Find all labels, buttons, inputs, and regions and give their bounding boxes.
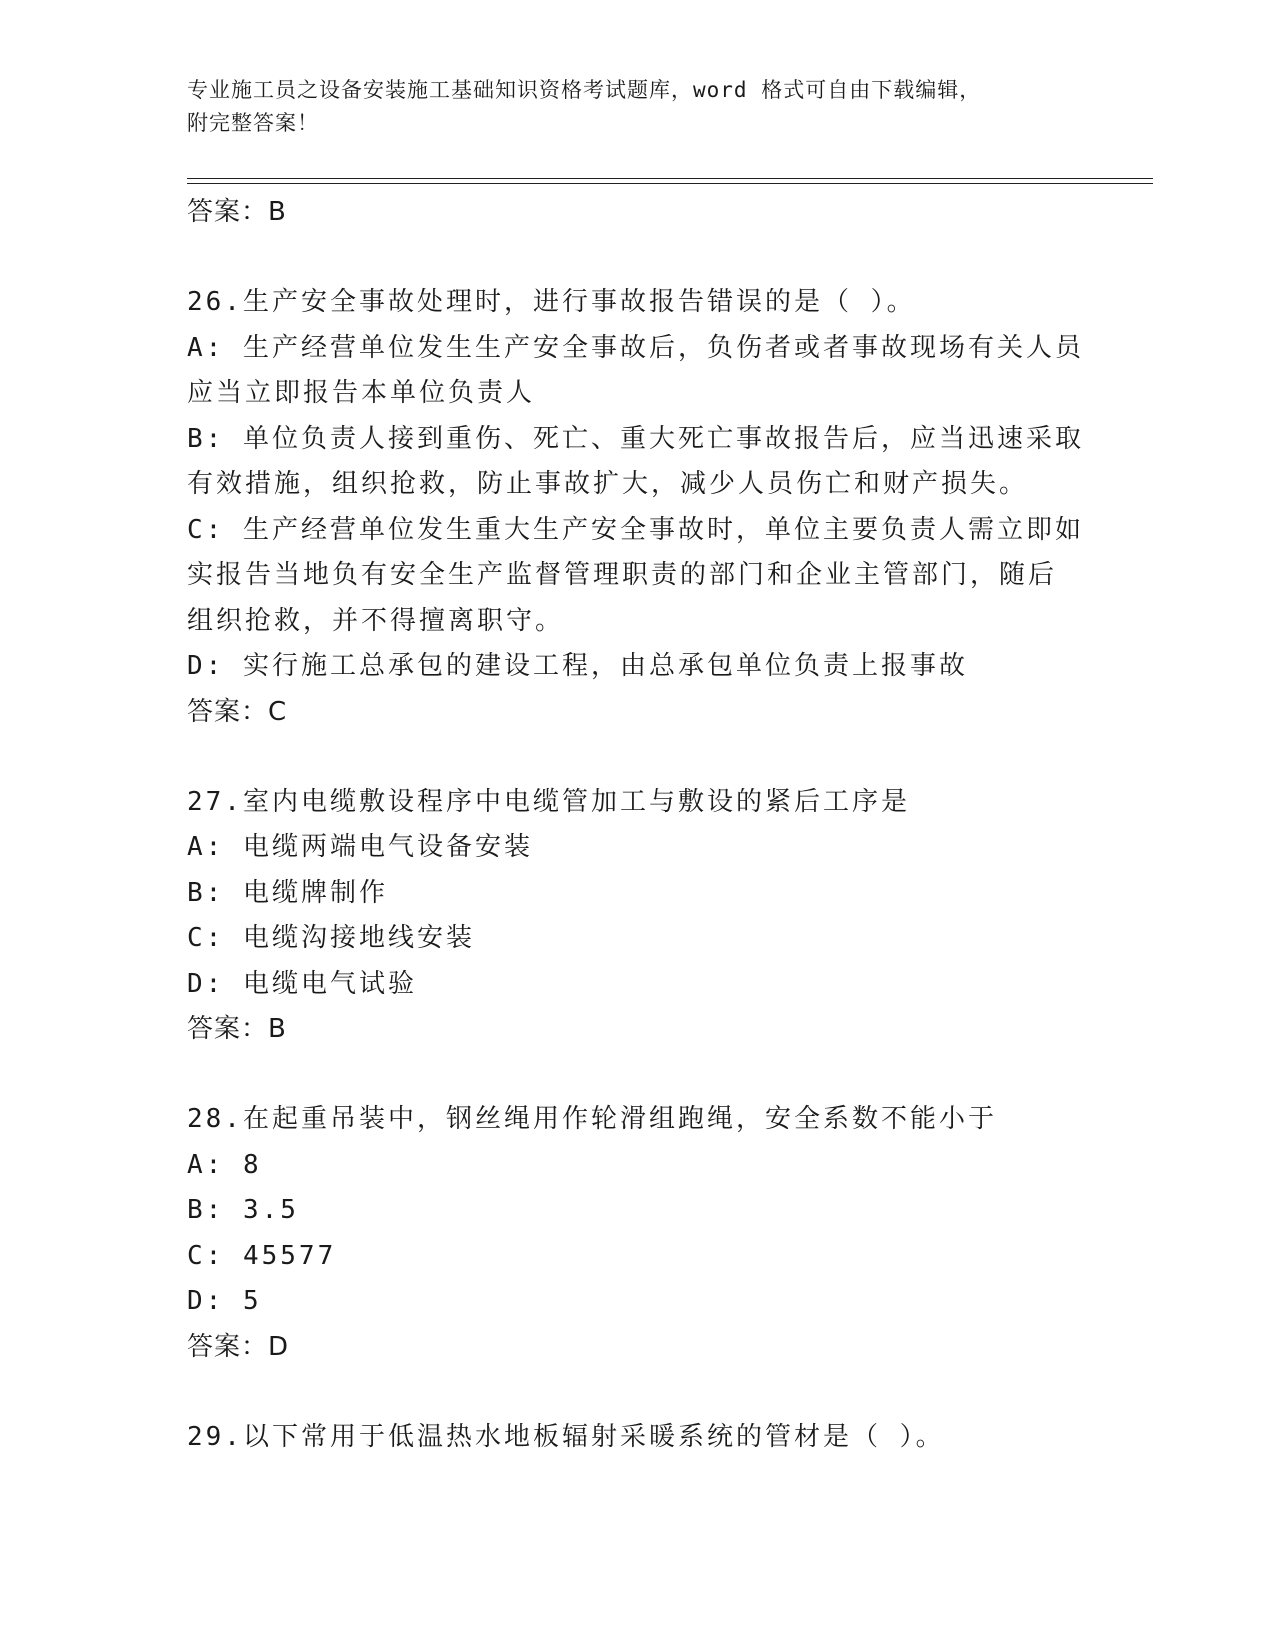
- question-stem: 28.在起重吊装中，钢丝绳用作轮滑组跑绳，安全系数不能小于: [187, 1104, 997, 1134]
- spacer: [187, 1052, 1087, 1097]
- question-stem: 29.以下常用于低温热水地板辐射采暖系统的管材是（ ）。: [187, 1421, 945, 1452]
- question-26: [187, 280, 1087, 735]
- question-stem: 26.生产安全事故处理时，进行事故报告错误的是（ ）。: [187, 287, 916, 317]
- option-b-cont: 有效措施，组织抢救，防止事故扩大，减少人员伤亡和财产损失。: [187, 469, 1029, 499]
- option-b: B: 电缆牌制作: [187, 877, 388, 908]
- option-d: D: 实行施工总承包的建设工程，由总承包单位负责上报事故: [187, 651, 968, 681]
- option-a-cont: 应当立即报告本单位负责人: [187, 378, 536, 408]
- question-29: [187, 1415, 1087, 1461]
- option-c: C: 生产经营单位发生重大生产安全事故时，单位主要负责人需立即如: [187, 514, 1084, 545]
- option-c: C: 45577: [187, 1240, 337, 1271]
- option-c-cont-2: 组织抢救，并不得擅离职守。: [187, 605, 565, 636]
- header-title-line-2: 附完整答案！: [187, 111, 319, 135]
- answer-q26: 答案：C: [187, 696, 288, 727]
- answer-q25: 答案：B: [187, 197, 287, 227]
- header-divider-top: [187, 178, 1153, 179]
- option-b: B: 3.5: [187, 1195, 299, 1225]
- header-divider-bottom: [187, 183, 1153, 184]
- option-d: D: 5: [187, 1286, 262, 1316]
- question-27: [187, 780, 1087, 1053]
- question-28: [187, 1097, 1087, 1370]
- option-c-cont: 实报告当地负有安全生产监督管理职责的部门和企业主管部门，随后: [187, 560, 1058, 590]
- option-a: A: 电缆两端电气设备安装: [187, 832, 533, 862]
- spacer: [187, 235, 1087, 280]
- option-d: D: 电缆电气试验: [187, 968, 417, 999]
- header-title-line-1: 专业施工员之设备安装施工基础知识资格考试题库，word 格式可自由下载编辑，: [187, 78, 982, 102]
- option-a: A: 生产经营单位发生生产安全事故后，负伤者或者事故现场有关人员: [187, 332, 1084, 363]
- answer-q27: 答案：B: [187, 1014, 287, 1044]
- option-b: B: 单位负责人接到重伤、死亡、重大死亡事故报告后，应当迅速采取: [187, 423, 1084, 454]
- document-header: [187, 74, 1107, 140]
- question-stem: 27.室内电缆敷设程序中电缆管加工与敷设的紧后工序是: [187, 786, 910, 817]
- option-a: A: 8: [187, 1149, 262, 1180]
- question-list: [187, 190, 1087, 1460]
- answer-q28: 答案：D: [187, 1331, 290, 1362]
- spacer: [187, 735, 1087, 780]
- option-c: C: 电缆沟接地线安装: [187, 923, 475, 953]
- spacer: [187, 1370, 1087, 1415]
